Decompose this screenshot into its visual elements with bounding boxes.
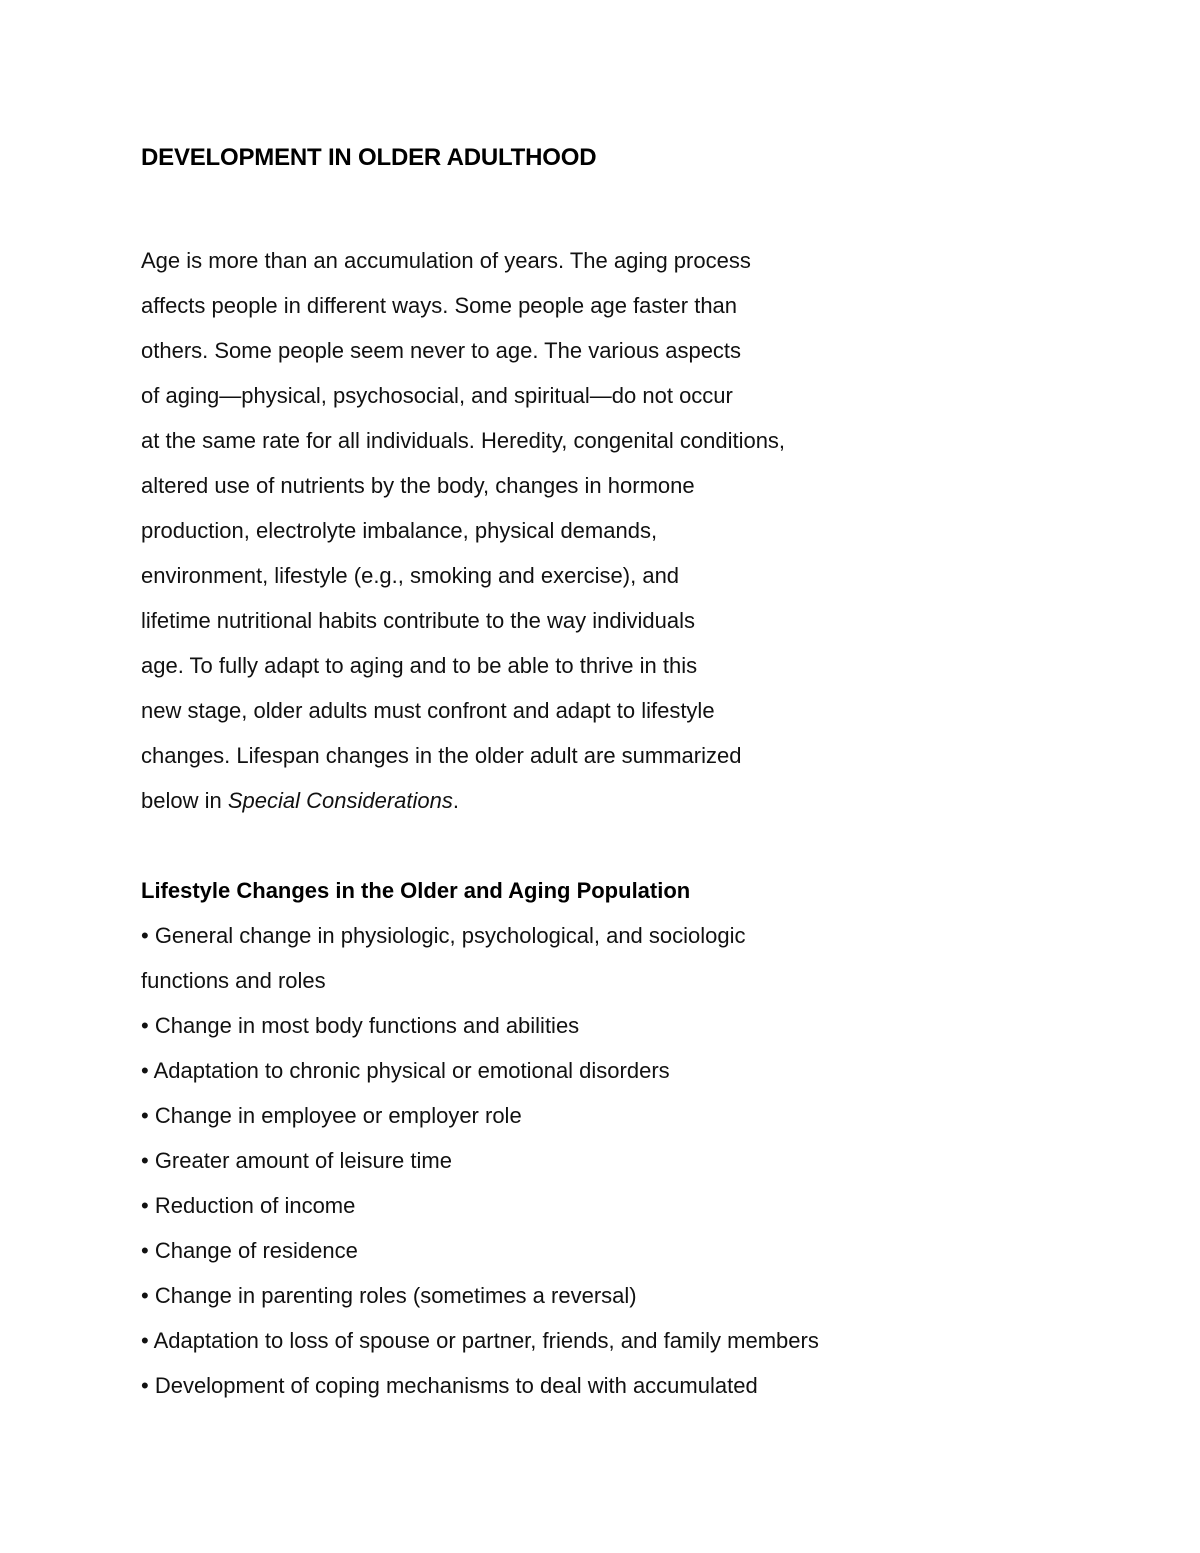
- paragraph-line: production, electrolyte imbalance, physical demands,: [141, 518, 658, 543]
- paragraph-line: environment, lifestyle (e.g., smoking and exercise), and: [141, 563, 680, 588]
- list-item: • Change of residence: [141, 1238, 358, 1263]
- last-line-suffix: .: [452, 788, 459, 813]
- paragraph-line: at the same rate for all individuals. Heredity, congenital conditions,: [141, 428, 786, 453]
- paragraph-line: lifetime nutritional habits contribute to the way individuals: [141, 608, 695, 633]
- paragraph-line: changes. Lifespan changes in the older adult are summarized: [141, 743, 742, 768]
- document-title: DEVELOPMENT IN OLDER ADULTHOOD: [141, 144, 597, 171]
- list-item: • Change in employee or employer role: [141, 1103, 522, 1128]
- list-item: • Reduction of income: [141, 1193, 356, 1218]
- list-item-continuation: functions and roles: [141, 968, 326, 993]
- list-item: [141, 913, 1041, 1003]
- lifestyle-changes-list: [141, 913, 1041, 1408]
- list-item: • Change in most body functions and abilities: [141, 1013, 580, 1038]
- section-heading: Lifestyle Changes in the Older and Aging Population: [141, 878, 691, 903]
- list-item: • Adaptation to loss of spouse or partner, friends, and family members: [141, 1328, 819, 1353]
- paragraph-line: others. Some people seem never to age. The various aspects: [141, 338, 742, 363]
- document-content: [141, 140, 1041, 1408]
- last-line-prefix: below in: [141, 788, 228, 813]
- paragraph-line: age. To fully adapt to aging and to be able to thrive in this: [141, 653, 698, 678]
- list-item: • Development of coping mechanisms to deal with accumulated: [141, 1373, 758, 1398]
- paragraph-line: affects people in different ways. Some people age faster than: [141, 293, 738, 318]
- paragraph-line: Age is more than an accumulation of years. The aging process: [141, 248, 751, 273]
- paragraph-line: of aging—physical, psychosocial, and spiritual—do not occur: [141, 383, 733, 408]
- special-considerations-reference: Special Considerations: [227, 788, 453, 813]
- paragraph-line: altered use of nutrients by the body, changes in hormone: [141, 473, 695, 498]
- intro-paragraph: [141, 238, 1041, 823]
- list-item: • Adaptation to chronic physical or emotional disorders: [141, 1058, 670, 1083]
- list-item: • Change in parenting roles (sometimes a reversal): [141, 1283, 637, 1308]
- list-item: • Greater amount of leisure time: [141, 1148, 452, 1173]
- paragraph-line: new stage, older adults must confront and adapt to lifestyle: [141, 698, 715, 723]
- paragraph-last-line: [141, 778, 1041, 823]
- list-item-text: • General change in physiologic, psychological, and sociologic: [141, 923, 746, 948]
